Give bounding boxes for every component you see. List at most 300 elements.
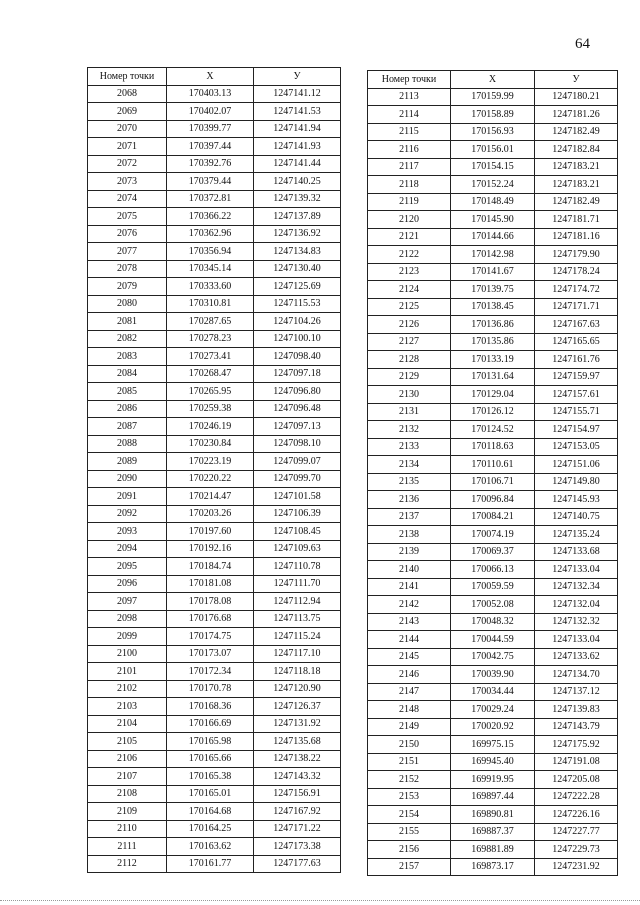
cell-x: 170069.37 [451, 543, 535, 561]
cell-x: 170110.61 [451, 456, 535, 474]
cell-y: 1247229.73 [535, 841, 618, 859]
table-row [88, 85, 341, 103]
cell-y: 1247133.68 [535, 543, 618, 561]
cell-x: 169975.15 [451, 736, 535, 754]
cell-y: 1247177.63 [254, 855, 341, 873]
cell-y: 1247115.53 [254, 295, 341, 313]
cell-point-number: 2098 [88, 610, 167, 628]
cell-point-number: 2096 [88, 575, 167, 593]
table-row [368, 508, 618, 526]
cell-point-number: 2117 [368, 158, 451, 176]
cell-point-number: 2070 [88, 120, 167, 138]
cell-x: 170176.68 [167, 610, 254, 628]
cell-y: 1247141.53 [254, 103, 341, 121]
header-x: X [167, 68, 254, 86]
cell-x: 170345.14 [167, 260, 254, 278]
cell-point-number: 2079 [88, 278, 167, 296]
cell-y: 1247155.71 [535, 403, 618, 421]
cell-point-number: 2143 [368, 613, 451, 631]
cell-point-number: 2080 [88, 295, 167, 313]
table-row [368, 753, 618, 771]
cell-y: 1247133.04 [535, 561, 618, 579]
cell-x: 170287.65 [167, 313, 254, 331]
cell-y: 1247181.26 [535, 106, 618, 124]
table-row [368, 648, 618, 666]
cell-x: 170039.90 [451, 666, 535, 684]
cell-y: 1247151.06 [535, 456, 618, 474]
table-row [88, 698, 341, 716]
cell-y: 1247157.61 [535, 386, 618, 404]
cell-y: 1247205.08 [535, 771, 618, 789]
cell-y: 1247109.63 [254, 540, 341, 558]
cell-point-number: 2091 [88, 488, 167, 506]
cell-point-number: 2097 [88, 593, 167, 611]
table-row [368, 176, 618, 194]
cell-y: 1247111.70 [254, 575, 341, 593]
table-row [368, 666, 618, 684]
table-row [368, 106, 618, 124]
table-row [88, 418, 341, 436]
cell-x: 170356.94 [167, 243, 254, 261]
table-row [88, 278, 341, 296]
table-row [368, 858, 618, 876]
cell-y: 1247134.70 [535, 666, 618, 684]
cell-y: 1247099.70 [254, 470, 341, 488]
cell-point-number: 2105 [88, 733, 167, 751]
table-row [88, 120, 341, 138]
cell-y: 1247117.10 [254, 645, 341, 663]
cell-y: 1247125.69 [254, 278, 341, 296]
table-row [88, 383, 341, 401]
cell-x: 170163.62 [167, 838, 254, 856]
table-row [88, 610, 341, 628]
cell-point-number: 2094 [88, 540, 167, 558]
table-row [368, 473, 618, 491]
cell-point-number: 2095 [88, 558, 167, 576]
cell-y: 1247120.90 [254, 680, 341, 698]
cell-y: 1247113.75 [254, 610, 341, 628]
cell-x: 170131.64 [451, 368, 535, 386]
cell-point-number: 2088 [88, 435, 167, 453]
cell-point-number: 2127 [368, 333, 451, 351]
table-row [88, 313, 341, 331]
cell-x: 170106.71 [451, 473, 535, 491]
table-row [88, 838, 341, 856]
cell-y: 1247145.93 [535, 491, 618, 509]
cell-point-number: 2108 [88, 785, 167, 803]
cell-point-number: 2152 [368, 771, 451, 789]
cell-y: 1247112.94 [254, 593, 341, 611]
cell-x: 170139.75 [451, 281, 535, 299]
cell-point-number: 2113 [368, 88, 451, 106]
cell-x: 170066.13 [451, 561, 535, 579]
cell-x: 170145.90 [451, 211, 535, 229]
cell-y: 1247097.13 [254, 418, 341, 436]
cell-y: 1247115.24 [254, 628, 341, 646]
cell-x: 170214.47 [167, 488, 254, 506]
cell-point-number: 2083 [88, 348, 167, 366]
cell-y: 1247132.04 [535, 596, 618, 614]
cell-point-number: 2135 [368, 473, 451, 491]
cell-y: 1247153.05 [535, 438, 618, 456]
cell-point-number: 2074 [88, 190, 167, 208]
cell-point-number: 2148 [368, 701, 451, 719]
table-row [368, 351, 618, 369]
cell-y: 1247181.16 [535, 228, 618, 246]
cell-point-number: 2142 [368, 596, 451, 614]
cell-point-number: 2071 [88, 138, 167, 156]
cell-x: 170096.84 [451, 491, 535, 509]
cell-point-number: 2155 [368, 823, 451, 841]
cell-x: 170052.08 [451, 596, 535, 614]
cell-y: 1247182.49 [535, 193, 618, 211]
cell-point-number: 2139 [368, 543, 451, 561]
table-row [368, 316, 618, 334]
cell-y: 1247165.65 [535, 333, 618, 351]
table-row [88, 330, 341, 348]
table-row [368, 246, 618, 264]
table-row [88, 593, 341, 611]
table-row [368, 718, 618, 736]
cell-point-number: 2133 [368, 438, 451, 456]
table-row [88, 138, 341, 156]
table-row [88, 768, 341, 786]
table-row [368, 578, 618, 596]
cell-x: 170173.07 [167, 645, 254, 663]
table-row [88, 645, 341, 663]
cell-point-number: 2146 [368, 666, 451, 684]
cell-y: 1247149.80 [535, 473, 618, 491]
page-number: 64 [575, 36, 590, 52]
cell-y: 1247101.58 [254, 488, 341, 506]
table-row [88, 750, 341, 768]
cell-x: 170084.21 [451, 508, 535, 526]
cell-x: 170164.68 [167, 803, 254, 821]
cell-x: 170181.08 [167, 575, 254, 593]
cell-x: 170165.98 [167, 733, 254, 751]
cell-point-number: 2129 [368, 368, 451, 386]
cell-x: 170159.99 [451, 88, 535, 106]
table-row [88, 470, 341, 488]
cell-y: 1247139.83 [535, 701, 618, 719]
cell-x: 170059.59 [451, 578, 535, 596]
cell-point-number: 2077 [88, 243, 167, 261]
cell-point-number: 2149 [368, 718, 451, 736]
cell-x: 170165.66 [167, 750, 254, 768]
cell-y: 1247141.44 [254, 155, 341, 173]
table-row [88, 523, 341, 541]
cell-x: 170161.77 [167, 855, 254, 873]
cell-x: 170144.66 [451, 228, 535, 246]
cell-x: 170184.74 [167, 558, 254, 576]
cell-x: 169945.40 [451, 753, 535, 771]
table-row [88, 820, 341, 838]
cell-x: 170268.47 [167, 365, 254, 383]
table-row [88, 628, 341, 646]
table-row [88, 540, 341, 558]
cell-x: 170042.75 [451, 648, 535, 666]
cell-point-number: 2122 [368, 246, 451, 264]
cell-point-number: 2100 [88, 645, 167, 663]
cell-x: 170379.44 [167, 173, 254, 191]
cell-point-number: 2118 [368, 176, 451, 194]
cell-point-number: 2111 [88, 838, 167, 856]
cell-x: 169890.81 [451, 806, 535, 824]
cell-y: 1247182.49 [535, 123, 618, 141]
table-row [88, 243, 341, 261]
table-row [368, 281, 618, 299]
cell-x: 169887.37 [451, 823, 535, 841]
cell-y: 1247178.24 [535, 263, 618, 281]
table-row [368, 456, 618, 474]
table-row [88, 663, 341, 681]
cell-y: 1247161.76 [535, 351, 618, 369]
cell-point-number: 2141 [368, 578, 451, 596]
cell-point-number: 2116 [368, 141, 451, 159]
cell-point-number: 2128 [368, 351, 451, 369]
cell-x: 170136.86 [451, 316, 535, 334]
cell-x: 170165.38 [167, 768, 254, 786]
cell-x: 170403.13 [167, 85, 254, 103]
cell-x: 170362.96 [167, 225, 254, 243]
table-row [368, 386, 618, 404]
cell-point-number: 2137 [368, 508, 451, 526]
cell-point-number: 2102 [88, 680, 167, 698]
cell-point-number: 2110 [88, 820, 167, 838]
cell-x: 170259.38 [167, 400, 254, 418]
header-y: У [535, 71, 618, 89]
header-point-number: Номер точки [368, 71, 451, 89]
cell-y: 1247134.83 [254, 243, 341, 261]
cell-point-number: 2101 [88, 663, 167, 681]
table-row [88, 365, 341, 383]
cell-y: 1247133.62 [535, 648, 618, 666]
cell-x: 170124.52 [451, 421, 535, 439]
cell-y: 1247141.94 [254, 120, 341, 138]
cell-x: 170133.19 [451, 351, 535, 369]
cell-point-number: 2092 [88, 505, 167, 523]
table-row [368, 596, 618, 614]
cell-point-number: 2153 [368, 788, 451, 806]
cell-y: 1247140.25 [254, 173, 341, 191]
table-row [368, 123, 618, 141]
cell-point-number: 2086 [88, 400, 167, 418]
cell-point-number: 2103 [88, 698, 167, 716]
cell-x: 170366.22 [167, 208, 254, 226]
cell-y: 1247100.10 [254, 330, 341, 348]
cell-point-number: 2132 [368, 421, 451, 439]
cell-y: 1247137.12 [535, 683, 618, 701]
cell-point-number: 2119 [368, 193, 451, 211]
cell-y: 1247183.21 [535, 176, 618, 194]
cell-point-number: 2104 [88, 715, 167, 733]
cell-x: 170170.78 [167, 680, 254, 698]
cell-point-number: 2090 [88, 470, 167, 488]
table-row [88, 155, 341, 173]
cell-x: 170048.32 [451, 613, 535, 631]
cell-y: 1247174.72 [535, 281, 618, 299]
cell-x: 170020.92 [451, 718, 535, 736]
table-row [368, 211, 618, 229]
cell-point-number: 2107 [88, 768, 167, 786]
cell-x: 170156.93 [451, 123, 535, 141]
header-point-number: Номер точки [88, 68, 167, 86]
table-row [368, 158, 618, 176]
table-row [368, 438, 618, 456]
cell-point-number: 2130 [368, 386, 451, 404]
cell-x: 170192.16 [167, 540, 254, 558]
cell-x: 170273.41 [167, 348, 254, 366]
cell-point-number: 2126 [368, 316, 451, 334]
table-row [368, 806, 618, 824]
cell-point-number: 2140 [368, 561, 451, 579]
cell-x: 169881.89 [451, 841, 535, 859]
cell-point-number: 2138 [368, 526, 451, 544]
cell-point-number: 2112 [88, 855, 167, 873]
cell-point-number: 2147 [368, 683, 451, 701]
cell-y: 1247143.79 [535, 718, 618, 736]
cell-point-number: 2145 [368, 648, 451, 666]
table-row [368, 561, 618, 579]
cell-y: 1247183.21 [535, 158, 618, 176]
table-row [368, 736, 618, 754]
cell-y: 1247179.90 [535, 246, 618, 264]
cell-x: 170126.12 [451, 403, 535, 421]
cell-point-number: 2124 [368, 281, 451, 299]
cell-point-number: 2085 [88, 383, 167, 401]
cell-x: 170165.01 [167, 785, 254, 803]
cell-x: 170178.08 [167, 593, 254, 611]
cell-y: 1247141.12 [254, 85, 341, 103]
cell-x: 170152.24 [451, 176, 535, 194]
table-row [368, 193, 618, 211]
cell-x: 169897.44 [451, 788, 535, 806]
table-row [88, 453, 341, 471]
cell-point-number: 2114 [368, 106, 451, 124]
table-row [88, 173, 341, 191]
cell-y: 1247132.32 [535, 613, 618, 631]
cell-x: 169873.17 [451, 858, 535, 876]
cell-x: 170138.45 [451, 298, 535, 316]
cell-point-number: 2131 [368, 403, 451, 421]
cell-point-number: 2084 [88, 365, 167, 383]
cell-point-number: 2073 [88, 173, 167, 191]
cell-y: 1247140.75 [535, 508, 618, 526]
cell-y: 1247098.40 [254, 348, 341, 366]
cell-y: 1247126.37 [254, 698, 341, 716]
cell-point-number: 2154 [368, 806, 451, 824]
cell-y: 1247173.38 [254, 838, 341, 856]
cell-x: 170158.89 [451, 106, 535, 124]
header-y: У [254, 68, 341, 86]
table-row [88, 348, 341, 366]
cell-x: 170310.81 [167, 295, 254, 313]
table-row [88, 803, 341, 821]
cell-point-number: 2099 [88, 628, 167, 646]
table-row [88, 715, 341, 733]
table-body-left [88, 85, 341, 873]
header-x: X [451, 71, 535, 89]
table-row [88, 733, 341, 751]
cell-x: 169919.95 [451, 771, 535, 789]
cell-x: 170141.67 [451, 263, 535, 281]
cell-y: 1247097.18 [254, 365, 341, 383]
cell-y: 1247110.78 [254, 558, 341, 576]
cell-y: 1247138.22 [254, 750, 341, 768]
cell-x: 170402.07 [167, 103, 254, 121]
table-row [88, 260, 341, 278]
cell-y: 1247175.92 [535, 736, 618, 754]
cell-y: 1247227.77 [535, 823, 618, 841]
cell-point-number: 2134 [368, 456, 451, 474]
cell-x: 170333.60 [167, 278, 254, 296]
cell-y: 1247137.89 [254, 208, 341, 226]
cell-point-number: 2150 [368, 736, 451, 754]
footer-divider [0, 900, 640, 902]
cell-x: 170197.60 [167, 523, 254, 541]
cell-x: 170044.59 [451, 631, 535, 649]
cell-x: 170164.25 [167, 820, 254, 838]
table-body-right [368, 88, 618, 876]
table-row [368, 263, 618, 281]
cell-y: 1247099.07 [254, 453, 341, 471]
cell-point-number: 2120 [368, 211, 451, 229]
table-header-row [88, 68, 341, 86]
cell-y: 1247222.28 [535, 788, 618, 806]
cell-x: 170174.75 [167, 628, 254, 646]
cell-y: 1247118.18 [254, 663, 341, 681]
cell-x: 170142.98 [451, 246, 535, 264]
cell-x: 170172.34 [167, 663, 254, 681]
cell-point-number: 2121 [368, 228, 451, 246]
table-header-row [368, 71, 618, 89]
cell-point-number: 2136 [368, 491, 451, 509]
cell-y: 1247182.84 [535, 141, 618, 159]
table-row [88, 785, 341, 803]
cell-x: 170223.19 [167, 453, 254, 471]
cell-y: 1247104.26 [254, 313, 341, 331]
cell-y: 1247135.68 [254, 733, 341, 751]
cell-x: 170154.15 [451, 158, 535, 176]
table-row [88, 295, 341, 313]
cell-point-number: 2156 [368, 841, 451, 859]
cell-point-number: 2123 [368, 263, 451, 281]
coordinates-table-left [87, 67, 341, 873]
cell-point-number: 2082 [88, 330, 167, 348]
table-row [368, 491, 618, 509]
cell-y: 1247098.10 [254, 435, 341, 453]
cell-point-number: 2075 [88, 208, 167, 226]
cell-y: 1247096.80 [254, 383, 341, 401]
cell-y: 1247136.92 [254, 225, 341, 243]
cell-x: 170168.36 [167, 698, 254, 716]
cell-y: 1247171.71 [535, 298, 618, 316]
table-row [88, 435, 341, 453]
table-row [88, 680, 341, 698]
table-row [88, 208, 341, 226]
table-row [88, 225, 341, 243]
cell-point-number: 2151 [368, 753, 451, 771]
cell-x: 170129.04 [451, 386, 535, 404]
cell-point-number: 2093 [88, 523, 167, 541]
table-row [88, 505, 341, 523]
table-row [88, 488, 341, 506]
cell-y: 1247141.93 [254, 138, 341, 156]
cell-x: 170372.81 [167, 190, 254, 208]
table-row [368, 228, 618, 246]
cell-y: 1247132.34 [535, 578, 618, 596]
table-row [88, 855, 341, 873]
